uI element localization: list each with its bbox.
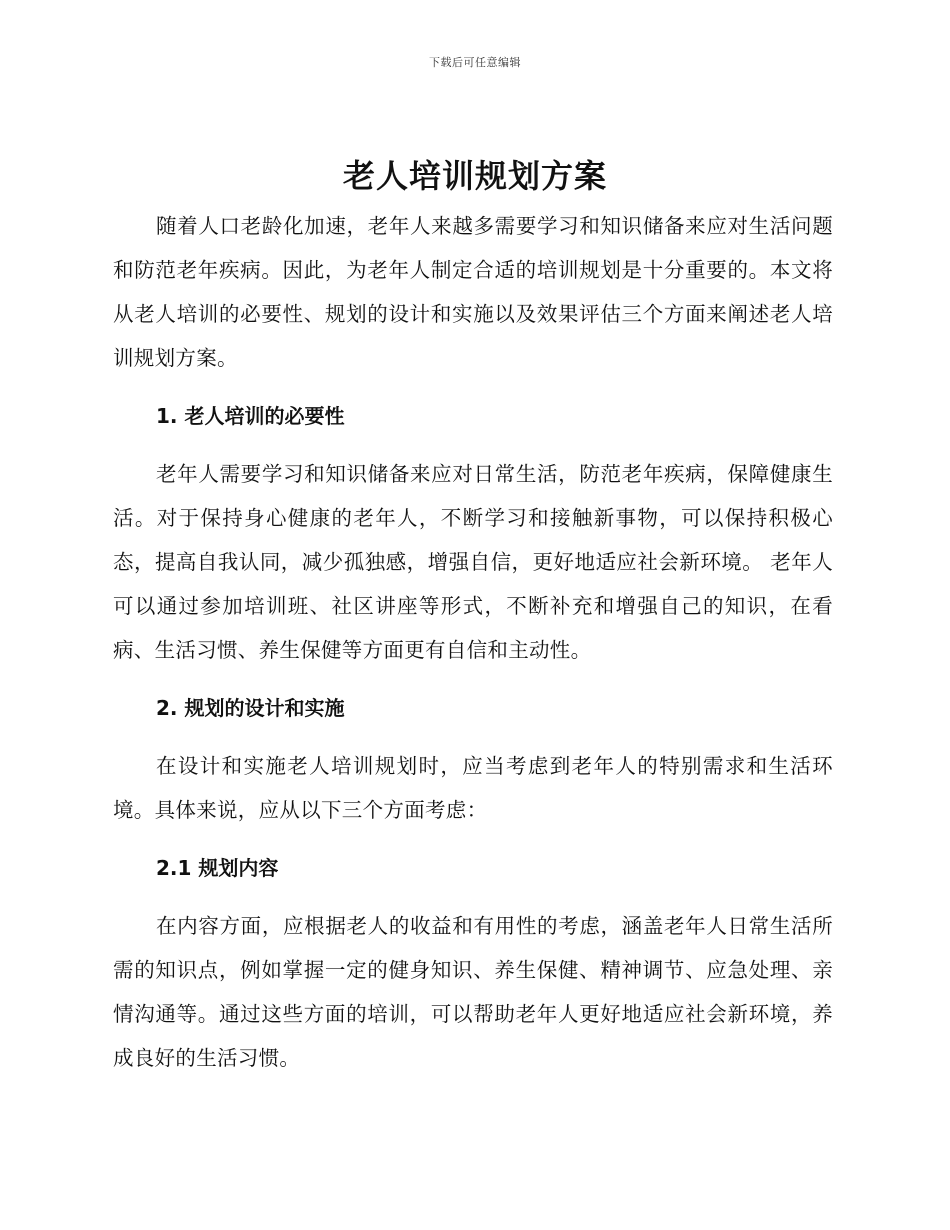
document-body <box>113 204 833 1080</box>
section-1-paragraph: 老年人需要学习和知识储备来应对日常生活，防范老年疾病，保障健康生活。对于保持身心健康的老年人，不断学习和接触新事物，可以保持积极心态，提高自我认同，减少孤独感，增强自信，更好地适应社会新环境。 老年人可以通过参加培训班、社区讲座等形式，不断补充和增强自己的知识，在看病、生活习惯、养生保健等方面更有自信和主动性。 <box>113 462 833 662</box>
document-title: 老人培训规划方案 <box>342 157 607 195</box>
section-2-heading: 2. 规划的设计和实施 <box>156 696 345 720</box>
section-2-1-paragraph: 在内容方面，应根据老人的收益和有用性的考虑，涵盖老年人日常生活所需的知识点，例如掌握一定的健身知识、养生保健、精神调节、应急处理、亲情沟通等。通过这些方面的培训，可以帮助老年人更好地适应社会新环境，养成良好的生活习惯。 <box>113 914 833 1070</box>
intro-paragraph: 随着人口老龄化加速，老年人来越多需要学习和知识储备来应对生活问题和防范老年疾病。因此，为老年人制定合适的培训规划是十分重要的。本文将从老人培训的必要性、规划的设计和实施以及效果评估三个方面来阐述老人培训规划方案。 <box>113 214 833 370</box>
section-2-paragraph: 在设计和实施老人培训规划时，应当考虑到老年人的特别需求和生活环境。具体来说，应从以下三个方面考虑： <box>113 754 833 822</box>
header-note: 下载后可任意编辑 <box>429 56 521 69</box>
section-2-1-heading: 2.1 规划内容 <box>156 856 279 880</box>
section-1-heading: 1. 老人培训的必要性 <box>156 404 345 428</box>
